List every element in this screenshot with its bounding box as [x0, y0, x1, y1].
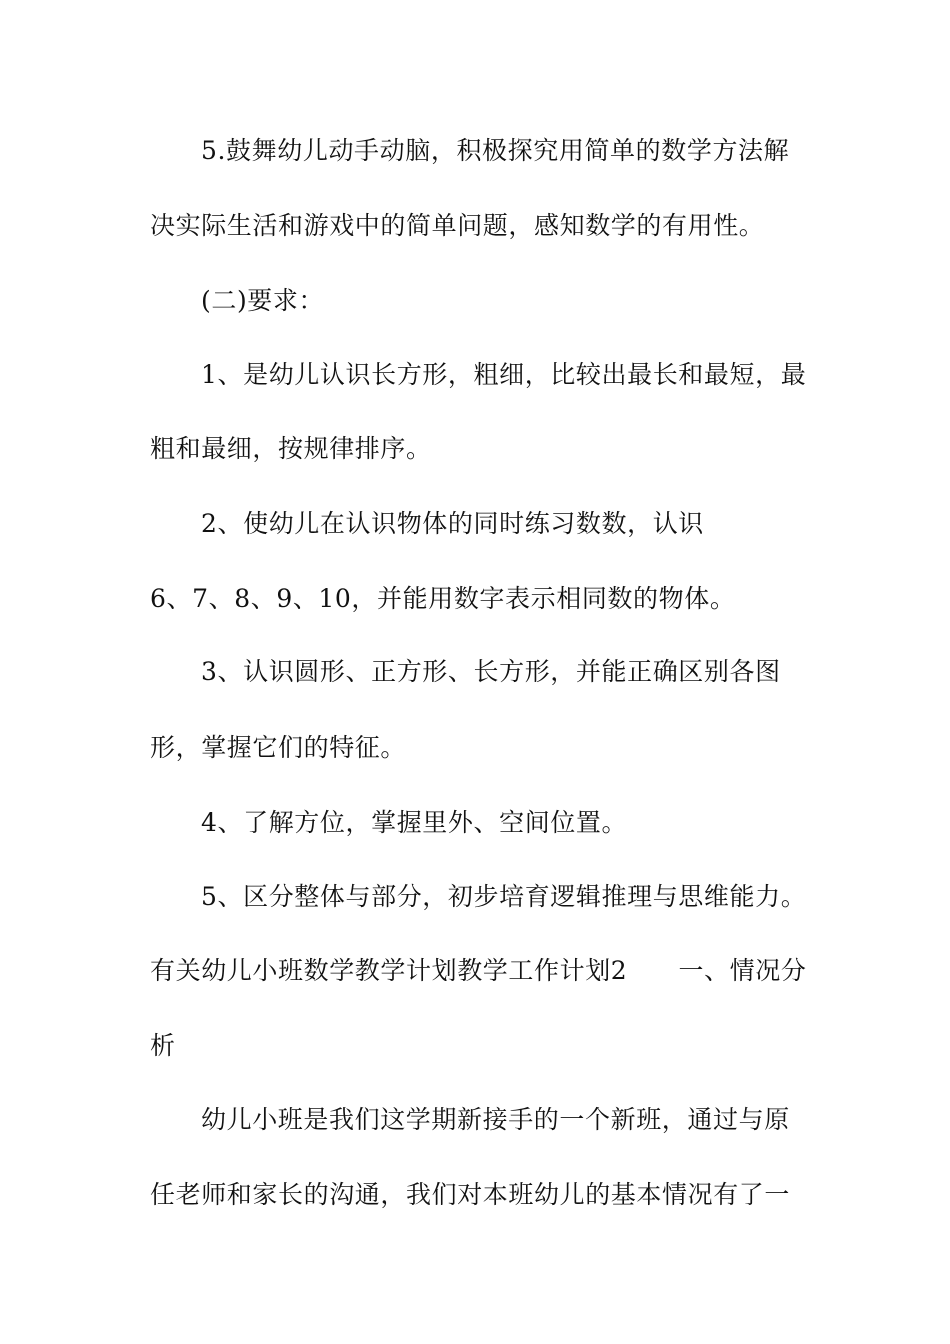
paragraph-line: 5.鼓舞幼儿动手动脑，积极探究用简单的数学方法解: [201, 136, 790, 165]
paragraph-line: 形，掌握它们的特征。: [150, 733, 407, 762]
paragraph-line: 6、7、8、9、10，并能用数字表示相同数的物体。: [150, 584, 736, 613]
paragraph-line: 析: [150, 1031, 176, 1060]
paragraph-line: 2、使幼儿在认识物体的同时练习数数，认识: [201, 509, 704, 538]
paragraph-line: 1、是幼儿认识长方形，粗细，比较出最长和最短，最: [201, 360, 807, 389]
paragraph-line: 4、了解方位，掌握里外、空间位置。: [201, 808, 628, 837]
paragraph-line: 粗和最细，按规律排序。: [150, 434, 432, 463]
paragraph-line: 幼儿小班是我们这学期新接手的一个新班，通过与原: [201, 1105, 790, 1134]
paragraph-line: 决实际生活和游戏中的简单问题，感知数学的有用性。: [150, 211, 765, 240]
paragraph-line: 5、区分整体与部分，初步培育逻辑推理与思维能力。: [201, 882, 807, 911]
section-heading: (二)要求：: [201, 286, 325, 315]
paragraph-line: 任老师和家长的沟通，我们对本班幼儿的基本情况有了一: [150, 1180, 791, 1209]
section-title-line: 有关幼儿小班数学教学计划教学工作计划2 一、情况分: [150, 956, 807, 985]
paragraph-line: 3、认识圆形、正方形、长方形，并能正确区别各图: [201, 657, 781, 686]
